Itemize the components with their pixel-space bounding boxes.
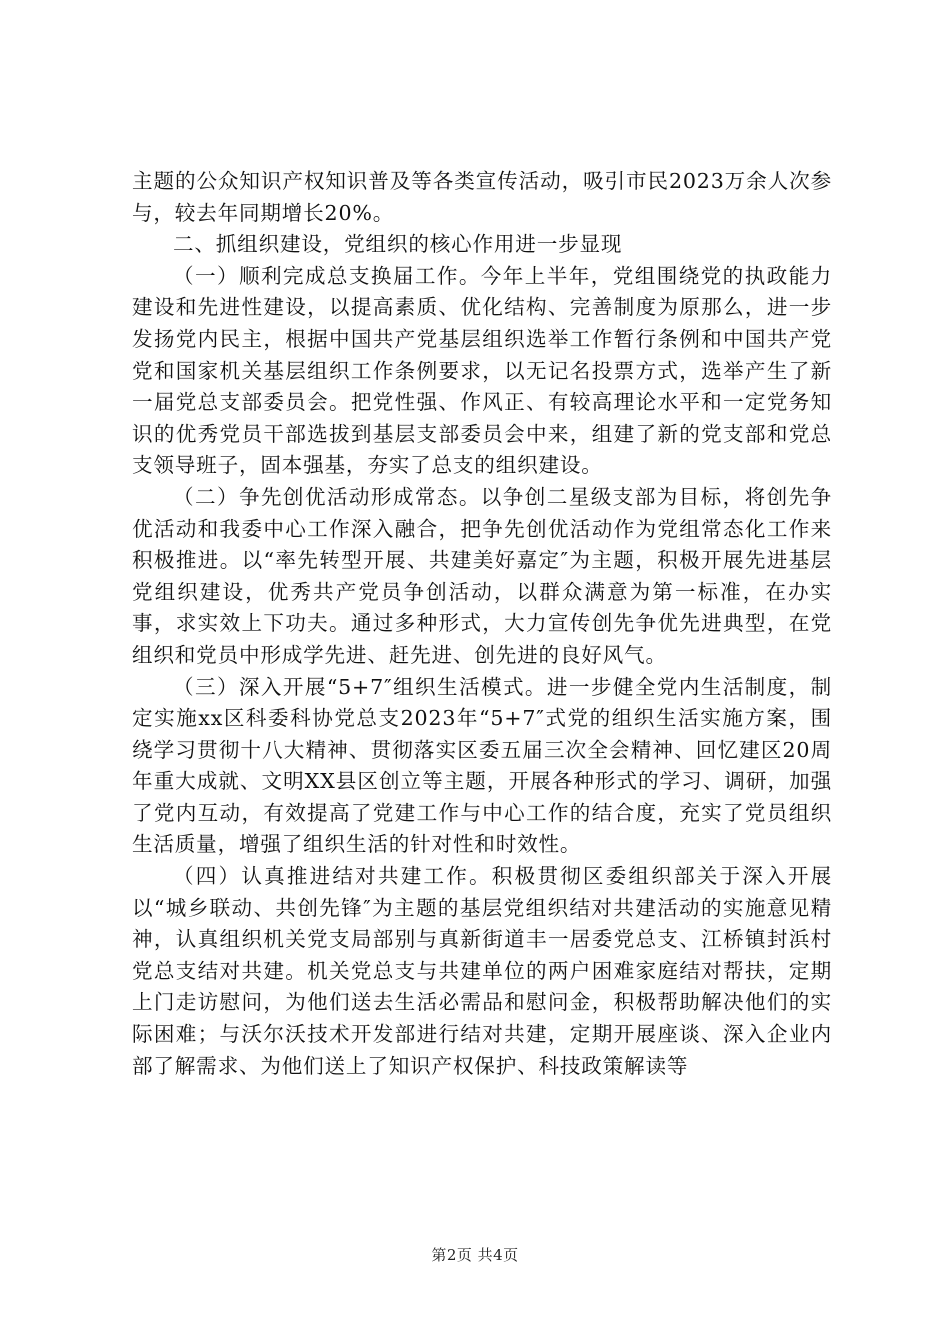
paragraph-continuation: 主题的公众知识产权知识普及等各类宣传活动，吸引市民2023万余人次参与，较去年同期增长20%。 — [132, 169, 832, 225]
page-number-footer: 第2页 共4页 — [431, 1246, 519, 1264]
paragraph-item-4: （四）认真推进结对共建工作。积极贯彻区委组织部关于深入开展以“城乡联动、共创先锋″为主题的基层党组织结对共建活动的实施意见精神，认真组织机关党支局部别与真新街道丰一居委党总支、江桥镇封浜村党总支结对共建。机关党总支与共建单位的两户困难家庭结对帮扶，定期上门走访慰问，为他们送去生活必需品和慰问金，积极帮助解决他们的实际困难；与沃尔沃技术开发部进行结对共建，定期开展座谈、深入企业内部了解需求、为他们送上了知识产权保护、科技政策解读等 — [132, 864, 832, 1078]
section-heading: 二、抓组织建设，党组织的核心作用进一步显现 — [173, 232, 623, 257]
paragraph-item-1: （一）顺利完成总支换届工作。今年上半年，党组围绕党的执政能力建设和先进性建设，以提高素质、优化结构、完善制度为原那么，进一步发扬党内民主，根据中国共产党基层组织选举工作暂行条例和中国共产党党和国家机关基层组织工作条例要求，以无记名投票方式，选举产生了新一届党总支部委员会。把党性强、作风正、有较高理论水平和一定党务知识的优秀党员干部选拔到基层支部委员会中来，组建了新的党支部和党总支领导班子，固本强基，夯实了总支的组织建设。 — [132, 263, 832, 478]
document-body — [132, 166, 832, 1082]
paragraph-item-2: （二）争先创优活动形成常态。以争创二星级支部为目标，将创先争优活动和我委中心工作深入融合，把争先创优活动作为党组常态化工作来积极推进。以“率先转型开展、共建美好嘉定″为主题，积极开展先进基层党组织建设，优秀共产党员争创活动，以群众满意为第一标准，在办实事，求实效上下功夫。通过多种形式，大力宣传创先争优先进典型，在党组织和党员中形成学先进、赶先进、创先进的良好风气。 — [132, 484, 832, 667]
paragraph-item-3: （三）深入开展“5+7″组织生活模式。进一步健全党内生活制度，制定实施xx区科委科协党总支2023年“5+7″式党的组织生活实施方案，围绕学习贯彻十八大精神、贯彻落实区委五届三次全会精神、回忆建区20周年重大成就、文明XX县区创立等主题，开展各种形式的学习、调研，加强了党内互动，有效提高了党建工作与中心工作的结合度，充实了党员组织生活质量，增强了组织生活的针对性和时效性。 — [132, 674, 832, 857]
